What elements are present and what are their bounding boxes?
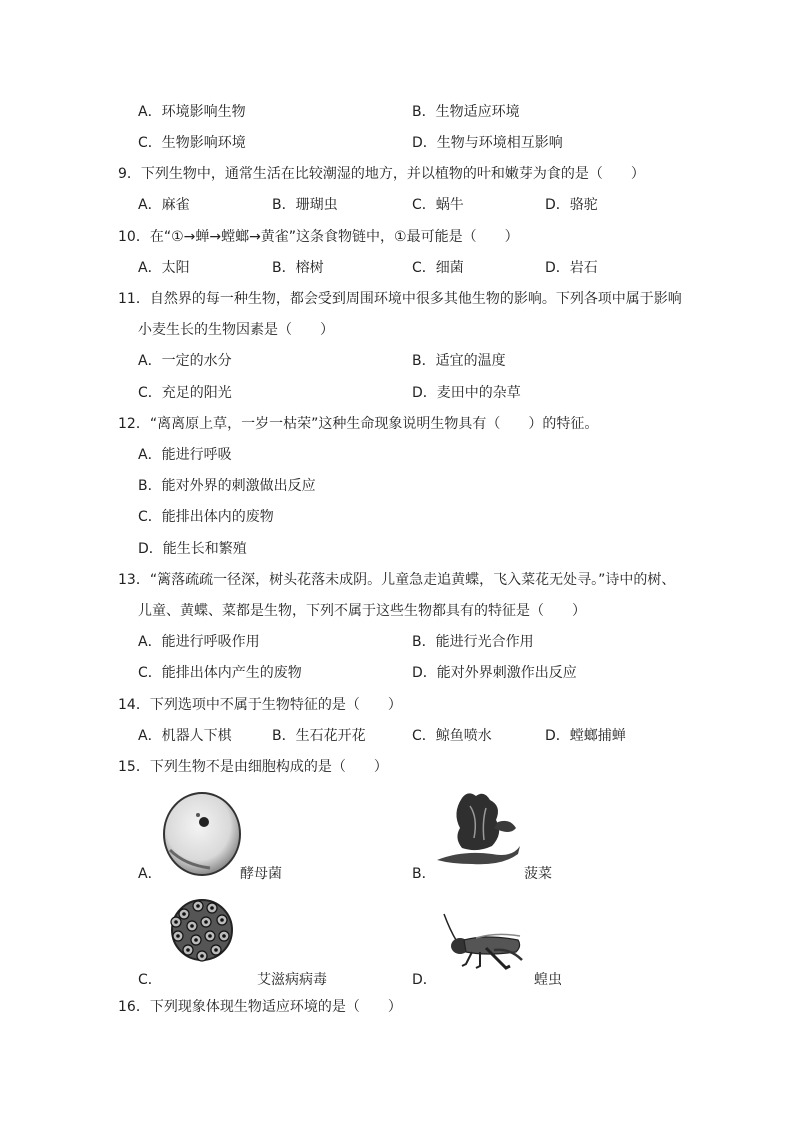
q10-option-a: A．太阳 bbox=[138, 260, 190, 276]
q13-option-c: C．能排出体内产生的废物 bbox=[138, 665, 302, 681]
q13-stem-line1: 13．“篱落疏疏一径深，树头花落未成阴。儿童急走追黄蝶，飞入菜花无处寻。”诗中的树、 bbox=[118, 572, 676, 588]
q15-option-a-name: 酵母菌 bbox=[240, 866, 282, 882]
q12-stem: 12．“离离原上草，一岁一枯荣”这种生命现象说明生物具有（ ）的特征。 bbox=[118, 416, 599, 432]
q10-option-b: B．榕树 bbox=[272, 260, 324, 276]
q9-option-d: D．骆驼 bbox=[545, 197, 598, 213]
q15-option-d-letter: D． bbox=[412, 972, 437, 988]
q13-option-a: A．能进行呼吸作用 bbox=[138, 634, 260, 650]
q9-stem: 9．下列生物中，通常生活在比较潮湿的地方，并以植物的叶和嫩芽为食的是（ ） bbox=[118, 166, 645, 182]
q14-option-a: A．机器人下棋 bbox=[138, 728, 232, 744]
spinach-image bbox=[432, 788, 524, 870]
q15-option-c-name: 艾滋病病毒 bbox=[257, 972, 327, 988]
q15-option-b-letter: B． bbox=[412, 866, 436, 882]
q13-option-b: B．能进行光合作用 bbox=[412, 634, 534, 650]
locust-image bbox=[436, 912, 526, 974]
q13-stem-line2: 儿童、黄蝶、菜都是生物，下列不属于这些生物都具有的特征是（ ） bbox=[138, 603, 586, 619]
q16-stem: 16．下列现象体现生物适应环境的是（ ） bbox=[118, 999, 402, 1015]
q15-option-a-letter: A． bbox=[138, 866, 162, 882]
q12-option-b: B．能对外界的刺激做出反应 bbox=[138, 478, 316, 494]
q12-option-d: D．能生长和繁殖 bbox=[138, 541, 247, 557]
q8-option-b: B．生物适应环境 bbox=[412, 104, 520, 120]
q10-option-d: D．岩石 bbox=[545, 260, 598, 276]
q9-option-c: C．蜗牛 bbox=[412, 197, 464, 213]
yeast-cell-image bbox=[160, 790, 244, 878]
q10-stem: 10．在“①→蝉→螳螂→黄雀”这条食物链中，①最可能是（ ） bbox=[118, 229, 519, 245]
q14-option-b: B．生石花开花 bbox=[272, 728, 366, 744]
q12-option-c: C．能排出体内的废物 bbox=[138, 509, 274, 525]
q9-option-b: B．珊瑚虫 bbox=[272, 197, 338, 213]
q15-option-b-name: 菠菜 bbox=[524, 866, 552, 882]
q15-stem: 15．下列生物不是由细胞构成的是（ ） bbox=[118, 759, 388, 775]
q8-option-d: D．生物与环境相互影响 bbox=[412, 135, 563, 151]
q14-stem: 14．下列选项中不属于生物特征的是（ ） bbox=[118, 697, 402, 713]
q15-option-c-letter: C． bbox=[138, 972, 162, 988]
q8-option-a: A．环境影响生物 bbox=[138, 104, 246, 120]
q9-option-a: A．麻雀 bbox=[138, 197, 190, 213]
q12-option-a: A．能进行呼吸 bbox=[138, 447, 232, 463]
q8-option-c: C．生物影响环境 bbox=[138, 135, 246, 151]
q11-option-c: C．充足的阳光 bbox=[138, 385, 232, 401]
q13-option-d: D．能对外界刺激作出反应 bbox=[412, 665, 577, 681]
q11-option-a: A．一定的水分 bbox=[138, 353, 232, 369]
q11-stem-line2: 小麦生长的生物因素是（ ） bbox=[138, 322, 334, 338]
q11-stem-line1: 11．自然界的每一种生物，都会受到周围环境中很多其他生物的影响。下列各项中属于影响 bbox=[118, 291, 682, 307]
q14-option-c: C．鲸鱼喷水 bbox=[412, 728, 492, 744]
q10-option-c: C．细菌 bbox=[412, 260, 464, 276]
hiv-virus-image bbox=[162, 892, 242, 968]
q15-option-d-name: 蝗虫 bbox=[534, 972, 562, 988]
q11-option-b: B．适宜的温度 bbox=[412, 353, 506, 369]
q11-option-d: D．麦田中的杂草 bbox=[412, 385, 521, 401]
q14-option-d: D．螳螂捕蝉 bbox=[545, 728, 626, 744]
